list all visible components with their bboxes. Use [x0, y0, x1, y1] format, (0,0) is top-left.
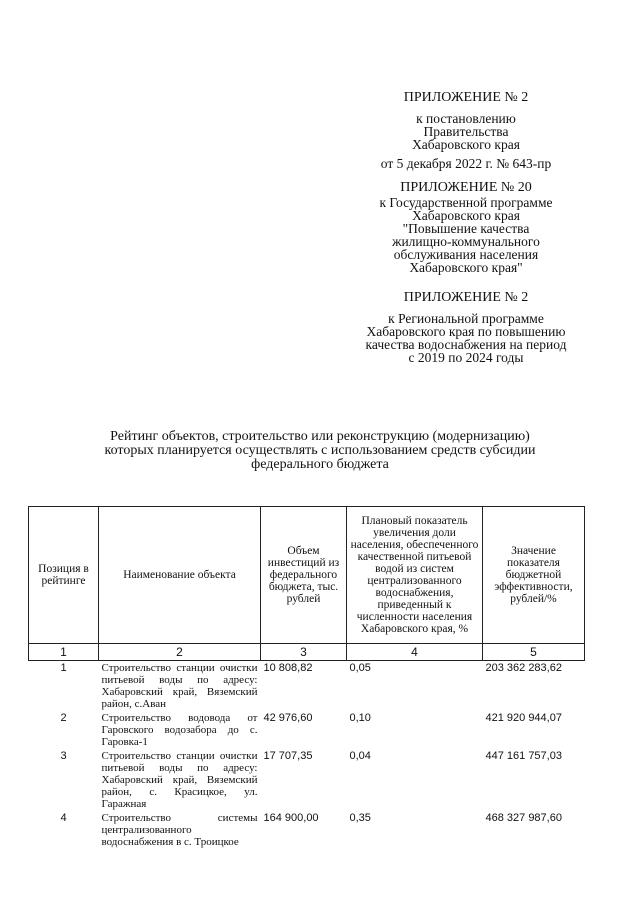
- cell-position: 3: [60, 750, 67, 762]
- cell-indicator: 0,04: [349, 750, 371, 762]
- column-number: 4: [347, 644, 483, 661]
- appendix-line: обслуживания населения: [393, 247, 539, 262]
- header-position: Позиция в рейтинге: [29, 507, 99, 644]
- appendix-heading: ПРИЛОЖЕНИЕ № 2: [403, 90, 529, 105]
- cell-efficiency: 468 327 987,60: [485, 812, 562, 824]
- appendix-line: с 2019 по 2024 годы: [408, 350, 524, 365]
- appendix-date: от 5 декабря 2022 г. № 643-пр: [380, 156, 552, 171]
- title-line: федерального бюджета: [251, 457, 389, 472]
- table-row: [29, 749, 585, 811]
- appendix-line: Правительства: [423, 124, 509, 139]
- cell-efficiency: 447 161 757,03: [485, 750, 562, 762]
- appendix-block-2: [346, 180, 586, 274]
- appendix-heading: ПРИЛОЖЕНИЕ № 20: [400, 180, 532, 195]
- header-efficiency: Значение показателя бюджетной эффективности, рублей/%: [483, 507, 585, 644]
- title-line: Рейтинг объектов, строительство или реконструкцию (модернизацию): [110, 429, 530, 444]
- appendix-heading: ПРИЛОЖЕНИЕ № 2: [403, 290, 529, 305]
- appendix-block-3: [346, 290, 586, 364]
- column-number: 5: [483, 644, 585, 661]
- cell-investment: 10 808,82: [263, 662, 313, 674]
- appendix-line: Хабаровского края: [412, 208, 520, 223]
- appendix-line: Хабаровского края": [409, 260, 523, 275]
- cell-indicator: 0,05: [349, 662, 371, 674]
- appendix-block-1: [346, 90, 586, 170]
- cell-object-name: Строительство водовода от Гаровского водозабора до с. Гаровка-1: [101, 712, 258, 748]
- cell-investment: 17 707,35: [263, 750, 313, 762]
- appendix-line: к Государственной программе: [379, 195, 553, 210]
- appendix-line: Хабаровского края по повышению: [366, 324, 566, 339]
- document-title: [60, 430, 580, 472]
- rating-table: [28, 506, 585, 849]
- table-header-row: [29, 507, 585, 644]
- cell-position: 4: [60, 812, 67, 824]
- appendix-line: качества водоснабжения на период: [365, 337, 567, 352]
- appendix-line: жилищно-коммунального: [392, 234, 540, 249]
- cell-indicator: 0,35: [349, 812, 371, 824]
- column-number: 2: [99, 644, 261, 661]
- header-planned-indicator: Плановый показатель увеличения доли населения, обеспеченного качественной питьевой водой из систем централизованного водоснабжения, приведенный к численности населения Хабаровского края, %: [347, 507, 483, 644]
- table-row: [29, 711, 585, 749]
- cell-efficiency: 421 920 944,07: [485, 712, 562, 724]
- column-number: 1: [29, 644, 99, 661]
- header-object-name: Наименование объекта: [99, 507, 261, 644]
- appendix-line: к постановлению: [416, 111, 516, 126]
- appendix-line: к Региональной программе: [388, 311, 544, 326]
- cell-efficiency: 203 362 283,62: [485, 662, 562, 674]
- cell-investment: 42 976,60: [263, 712, 313, 724]
- appendix-line: Хабаровского края: [412, 137, 520, 152]
- title-line: которых планируется осуществлять с использованием средств субсидии: [104, 443, 536, 458]
- cell-object-name: Строительство станции очистки питьевой воды по адресу: Хабаровский край, Вяземский район, с.Аван: [101, 662, 258, 710]
- header-investment: Объем инвестиций из федерального бюджета, тыс. рублей: [261, 507, 347, 644]
- table-row: [29, 811, 585, 849]
- table-row: [29, 661, 585, 712]
- column-number-row: [29, 644, 585, 661]
- column-number: 3: [261, 644, 347, 661]
- cell-object-name: Строительство системы централизованного водоснабжения в с. Троицкое: [101, 812, 258, 848]
- cell-position: 2: [60, 712, 67, 724]
- cell-indicator: 0,10: [349, 712, 371, 724]
- cell-object-name: Строительство станции очистки питьевой воды по адресу: Хабаровский край, Вяземский район, с. Красицкое, ул. Гаражная: [101, 750, 258, 810]
- appendix-line: "Повышение качества: [402, 221, 530, 236]
- cell-position: 1: [60, 662, 67, 674]
- cell-investment: 164 900,00: [263, 812, 319, 824]
